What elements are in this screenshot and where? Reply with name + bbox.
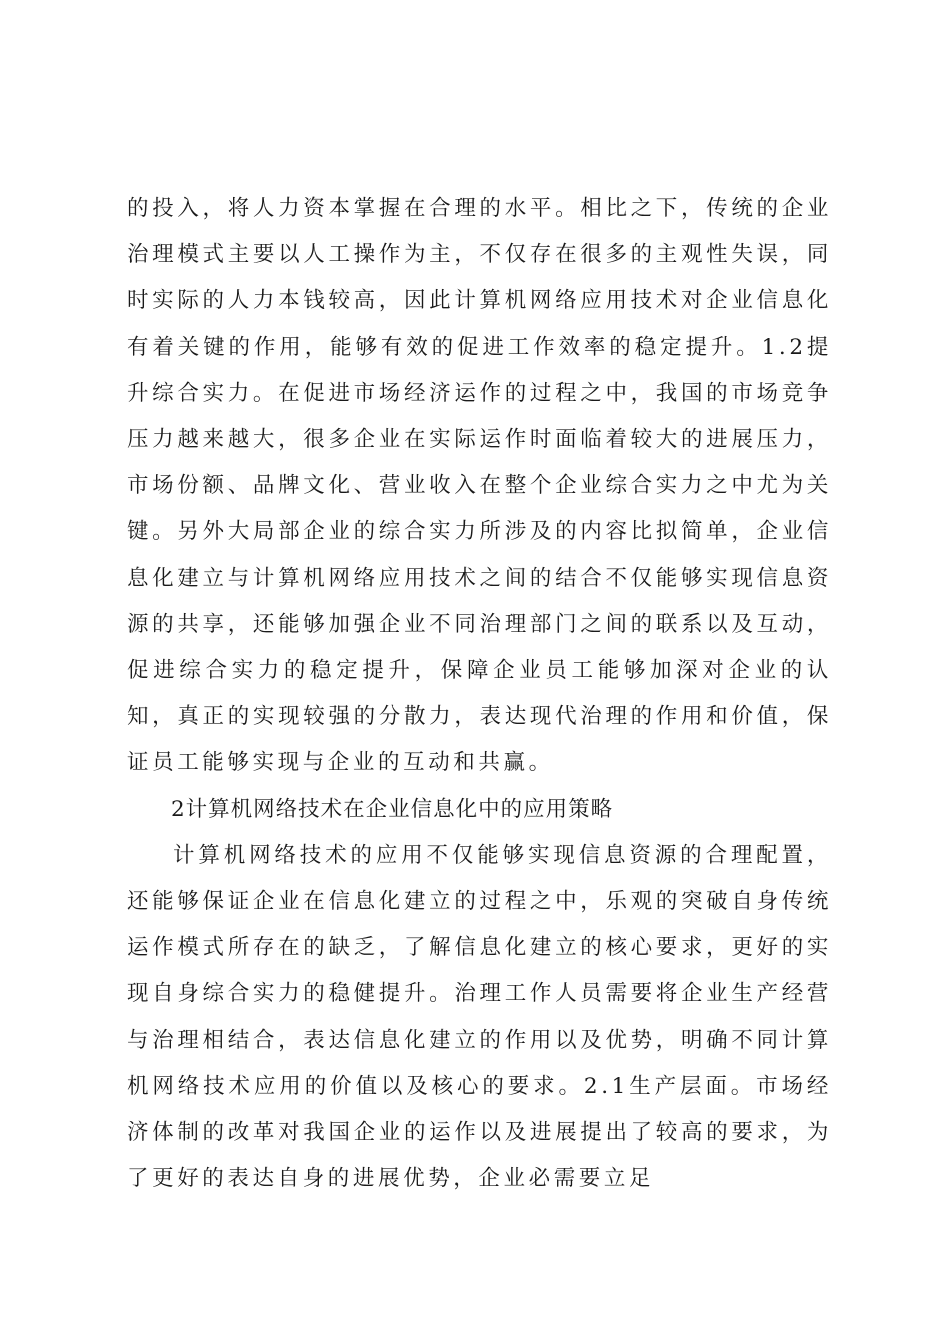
- body-paragraph: 的投入，将人力资本掌握在合理的水平。相比之下，传统的企业治理模式主要以人工操作为主，不仅存在很多的主观性失误，同时实际的人力本钱较高，因此计算机网络应用技术对企业信息化有着关键的作用，能够有效的促进工作效率的稳定提升。1.2提升综合实力。在促进市场经济运作的过程之中，我国的市场竞争压力越来越大，很多企业在实际运作时面临着较大的进展压力，市场份额、品牌文化、营业收入在整个企业综合实力之中尤为关键。另外大局部企业的综合实力所涉及的内容比拟简单，企业信息化建立与计算机网络应用技术之间的结合不仅能够实现信息资源的共享，还能够加强企业不同治理部门之间的联系以及互动，促进综合实力的稳定提升，保障企业员工能够加深对企业的认知，真正的实现较强的分散力，表达现代治理的作用和价值，保证员工能够实现与企业的互动和共赢。: [127, 196, 832, 776]
- document-body: [127, 186, 832, 1202]
- section-heading: 2计算机网络技术在企业信息化中的应用策略: [171, 796, 614, 822]
- body-paragraph: 计算机网络技术的应用不仅能够实现信息资源的合理配置，还能够保证企业在信息化建立的过程之中，乐观的突破自身传统运作模式所存在的缺乏，了解信息化建立的核心要求，更好的实现自身综合实力的稳健提升。治理工作人员需要将企业生产经营与治理相结合，表达信息化建立的作用以及优势，明确不同计算机网络技术应用的价值以及核心的要求。2.1生产层面。市场经济体制的改革对我国企业的运作以及进展提出了较高的要求，为了更好的表达自身的进展优势，企业必需要立足: [127, 842, 832, 1192]
